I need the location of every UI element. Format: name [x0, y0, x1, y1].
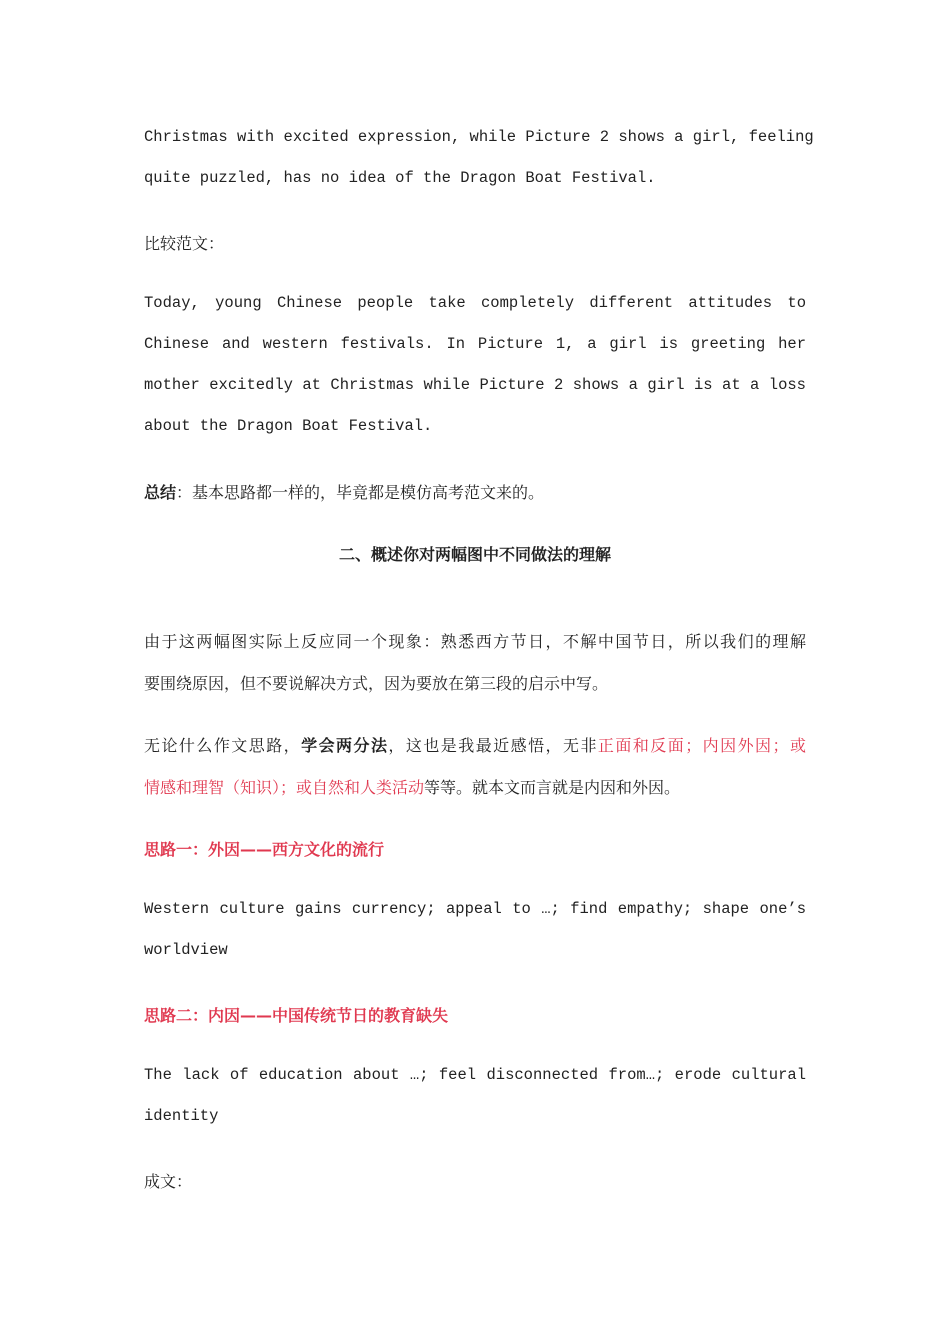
model-line-1: Today, young Chinese people take completely different attitudes to	[144, 294, 806, 312]
compare-label: 比较范文：	[144, 234, 225, 253]
para1-line-1: 由于这两幅图实际上反应同一个现象：熟悉西方节日，不解中国节日，所以我们的理解	[144, 632, 806, 651]
idea2-heading: 思路二：内因——中国传统节日的教育缺失	[144, 1006, 449, 1025]
idea2-line-1: The lack of education about …; feel disconnected from…; erode cultural	[144, 1066, 806, 1084]
summary-label: 总结	[144, 483, 177, 502]
intro-line-2: quite puzzled, has no idea of the Dragon Boat Festival.	[144, 169, 656, 187]
idea1-heading: 思路一：外因——西方文化的流行	[144, 840, 385, 859]
final-label: 成文：	[144, 1172, 193, 1191]
para2-red-2: 情感和理智（知识）；或自然和人类活动	[144, 778, 425, 797]
summary-text: ：基本思路都一样的，毕竟都是模仿高考范文来的。	[176, 483, 545, 502]
model-line-2: Chinese and western festivals. In Picture 1, a girl is greeting her	[144, 335, 806, 353]
para1-line-2: 要围绕原因，但不要说解决方式，因为要放在第三段的启示中写。	[144, 674, 609, 693]
summary	[144, 480, 806, 503]
para2-pre: 无论什么作文思路，	[144, 736, 302, 755]
intro-line-1: Christmas with excited expression, while Picture 2 shows a girl, feeling	[144, 128, 814, 146]
para2-post: 等等。就本文而言就是内因和外因。	[424, 778, 681, 797]
para2-line-1	[144, 733, 806, 756]
para2-mid: ，这也是我最近感悟，无非	[388, 736, 598, 755]
section-heading: 二、概述你对两幅图中不同做法的理解	[338, 545, 611, 564]
para2-bold: 学会两分法	[301, 736, 389, 755]
idea2-line-2: identity	[144, 1107, 219, 1125]
model-line-3: mother excitedly at Christmas while Picture 2 shows a girl is at a loss	[144, 376, 806, 394]
idea1-line-2: worldview	[144, 941, 228, 959]
idea1-line-1: Western culture gains currency; appeal to …; find empathy; shape one’s	[144, 900, 806, 918]
para2-line-2	[144, 775, 806, 798]
model-line-4: about the Dragon Boat Festival.	[144, 417, 433, 435]
para2-red-1: 正面和反面；内因外因；或	[597, 736, 806, 755]
